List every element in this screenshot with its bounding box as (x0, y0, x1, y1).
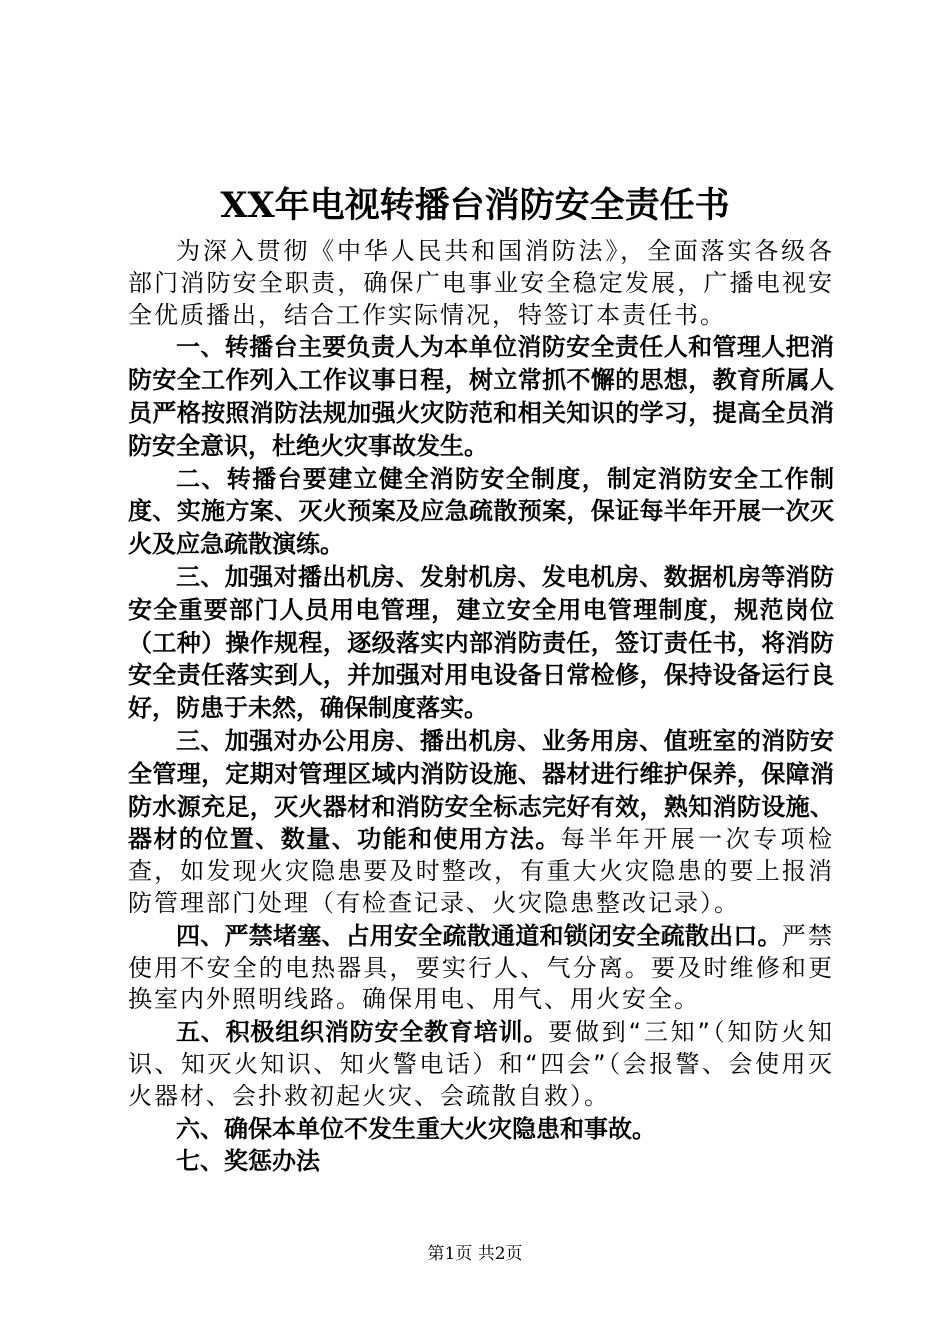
paragraph-text: 为深入贯彻《中华人民共和国消防法》，全面落实各级各部门消防安全职责，确保广电事业安全稳定发展，广播电视安全优质播出，结合工作实际情况，特签订本责任书。 (128, 237, 834, 329)
document-title: XX年电视转播台消防安全责任书 (220, 185, 730, 226)
paragraph-clause-3a (128, 561, 834, 725)
paragraph-clause-7 (128, 1145, 834, 1178)
paragraph-clause-5 (128, 1016, 834, 1112)
paragraph-clause-6 (128, 1113, 834, 1146)
paragraph-text-continued: 要做到“三知”（知防火知识、知灭火知识、知火警电话）和“四会”（会报警、会使用灭火器材、会扑救初起火灾、会疏散自救）。 (128, 1018, 834, 1110)
paragraph-clause-2 (128, 463, 834, 561)
paragraph-text: 二、转播台要建立健全消防安全制度，制定消防安全工作制度、实施方案、灭火预案及应急疏散预案，保证每半年开展一次灭火及应急疏散演练。 (128, 463, 834, 559)
paragraph-clause-4 (128, 920, 834, 1016)
paragraph-clause-1 (128, 331, 834, 462)
paragraph-text: 六、确保本单位不发生重大火灾隐患和事故。 (176, 1113, 656, 1143)
document-body (128, 236, 834, 1178)
paragraph-text-continued: 严禁使用不安全的电热器具，要实行人、气分离。要及时维修和更换室内外照明线路。确保用电、用气、用火安全。 (128, 921, 835, 1014)
paragraph-preamble (128, 236, 834, 331)
paragraph-text: 一、转播台主要负责人为本单位消防安全责任人和管理人把消防安全工作列入工作议事日程，树立常抓不懈的思想，教育所属人员严格按照消防法规加强火灾防范和相关知识的学习，提高全员消防安全意识，杜绝火灾事故发生。 (128, 332, 834, 460)
paragraph-text: 七、奖惩办法 (176, 1146, 320, 1176)
paragraph-text: 三、加强对办公用房、播出机房、业务用房、值班室的消防安全管理，定期对管理区域内消防设施、器材进行维护保养，保障消防水源充足，灭火器材和消防安全标志完好有效，熟知消防设施、器材的位置、数量、功能和使用方法。 (128, 725, 834, 854)
paragraph-text: 四、严禁堵塞、占用安全疏散通道和锁闭安全疏散出口。 (176, 920, 782, 950)
paragraph-clause-3b (128, 725, 834, 920)
paragraph-text-continued: 每半年开展一次专项检查，如发现火灾隐患要及时整改，有重大火灾隐患的要上报消防管理部门处理（有检查记录、火灾隐患整改记录）。 (128, 825, 835, 917)
page-number-footer: 第1页 共2页 (427, 1244, 523, 1264)
paragraph-text: 五、积极组织消防安全教育培训。 (176, 1017, 549, 1047)
paragraph-text: 三、加强对播出机房、发射机房、发电机房、数据机房等消防安全重要部门人员用电管理，建立安全用电管理制度，规范岗位（工种）操作规程，逐级落实内部消防责任，签订责任书，将消防安全责任落实到人，并加强对用电设备日常检修，保持设备运行良好，防患于未然，确保制度落实。 (128, 561, 834, 723)
